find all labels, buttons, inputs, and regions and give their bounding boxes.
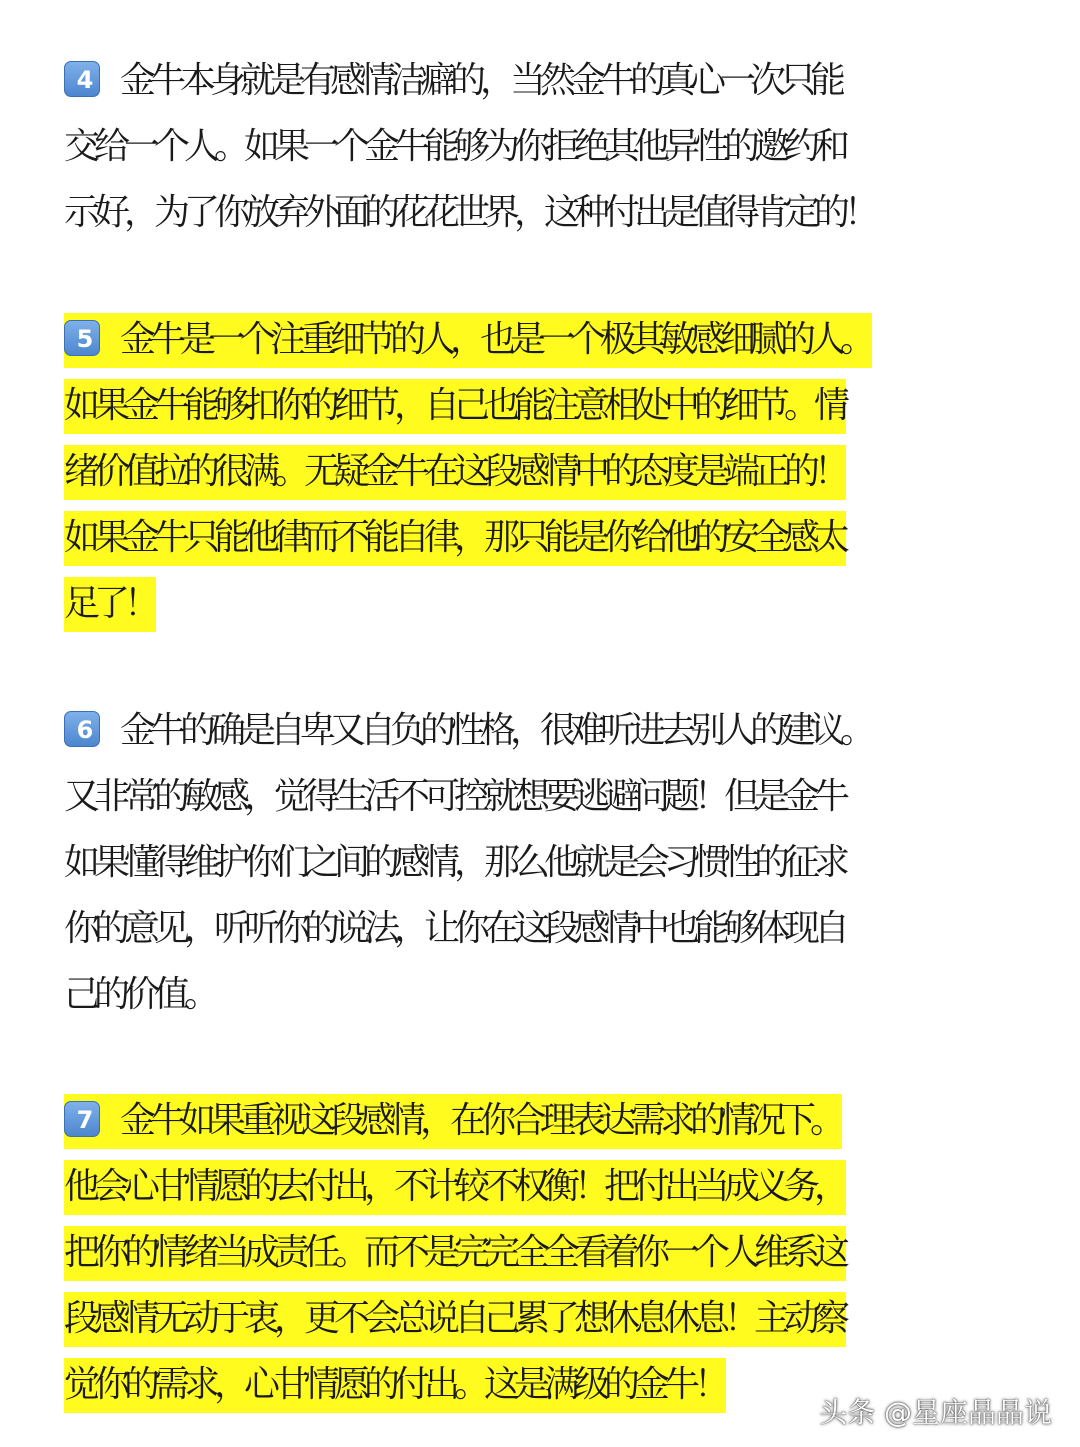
line-text: 如果懂得维护你们之间的感情，那么他就是会习惯性的征求 — [64, 842, 845, 883]
line-text: 如果金牛能够扣你的细节，自己也能注意相处中的细节。情 — [64, 379, 846, 434]
line-text: 他会心甘情愿的去付出，不计较不权衡！把付出当成义务， — [64, 1160, 846, 1215]
paragraph-line — [64, 180, 1024, 246]
paragraph-line — [64, 1088, 1024, 1154]
paragraph-7-highlighted — [64, 1088, 1024, 1418]
line-text: 示好，为了你放弃外面的花花世界，这种付出是值得肯定的！ — [64, 192, 875, 233]
line-text: 绪价值拉的很满。无疑金牛在这段感情中的态度是端正的！ — [64, 445, 846, 500]
watermark-source-label: 头条 @星座晶晶说 — [819, 1396, 1052, 1429]
line-text: 己的价值。 — [64, 974, 215, 1015]
line-text: 又非常的敏感，觉得生活不可控就想要逃避问题！但是金牛 — [64, 776, 845, 817]
paragraph-line — [64, 571, 1024, 637]
paragraph-line — [64, 830, 1024, 896]
paragraph-line — [64, 1286, 1024, 1352]
line-text: 段感情无动于衷，更不会总说自己累了想休息休息！主动察 — [64, 1292, 846, 1347]
paragraph-line — [64, 439, 1024, 505]
paragraph-6 — [64, 698, 1024, 1028]
line-text-content: 金牛是一个注重细节的人，也是一个极其敏感细腻的人。 — [120, 319, 871, 360]
paragraph-line — [64, 764, 1024, 830]
line-text: 觉你的需求，心甘情愿的付出。这是满级的金牛！ — [64, 1358, 726, 1413]
line-text: 足了！ — [64, 577, 156, 632]
line-text: 金牛本身就是有感情洁癖的，当然金牛的真心一次只能 — [120, 60, 841, 101]
paragraph-line — [64, 48, 1024, 114]
line-text: 把你的情绪当成责任。而不是完完全全看着你一个人维系这 — [64, 1226, 846, 1281]
line-text: 你的意见，听听你的说法，让你在这段感情中也能够体现自 — [64, 908, 845, 949]
paragraph-line — [64, 373, 1024, 439]
keycap-number-4-icon: 4 — [64, 61, 100, 97]
paragraph-line — [64, 896, 1024, 962]
line-text — [64, 313, 872, 368]
paragraph-line — [64, 1220, 1024, 1286]
paragraph-line — [64, 962, 1024, 1028]
paragraph-line — [64, 114, 1024, 180]
paragraph-4 — [64, 48, 1024, 246]
line-text-content: 金牛如果重视这段感情，在你合理表达需求的情况下。 — [120, 1100, 841, 1141]
keycap-number-6-icon: 6 — [64, 711, 100, 747]
paragraph-line — [64, 698, 1024, 764]
line-text: 金牛的确是自卑又自负的性格，很难听进去别人的建议。 — [120, 710, 871, 751]
paragraph-line — [64, 307, 1024, 373]
paragraph-5-highlighted — [64, 307, 1024, 637]
keycap-number-5-icon: 5 — [64, 320, 100, 356]
paragraph-line — [64, 1154, 1024, 1220]
paragraph-line — [64, 505, 1024, 571]
line-text: 交给一个人。如果一个金牛能够为你拒绝其他异性的邀约和 — [64, 126, 845, 167]
line-text: 如果金牛只能他律而不能自律，那只能是你给他的安全感太 — [64, 511, 846, 566]
keycap-number-7-icon: 7 — [64, 1101, 100, 1137]
line-text — [64, 1094, 842, 1149]
